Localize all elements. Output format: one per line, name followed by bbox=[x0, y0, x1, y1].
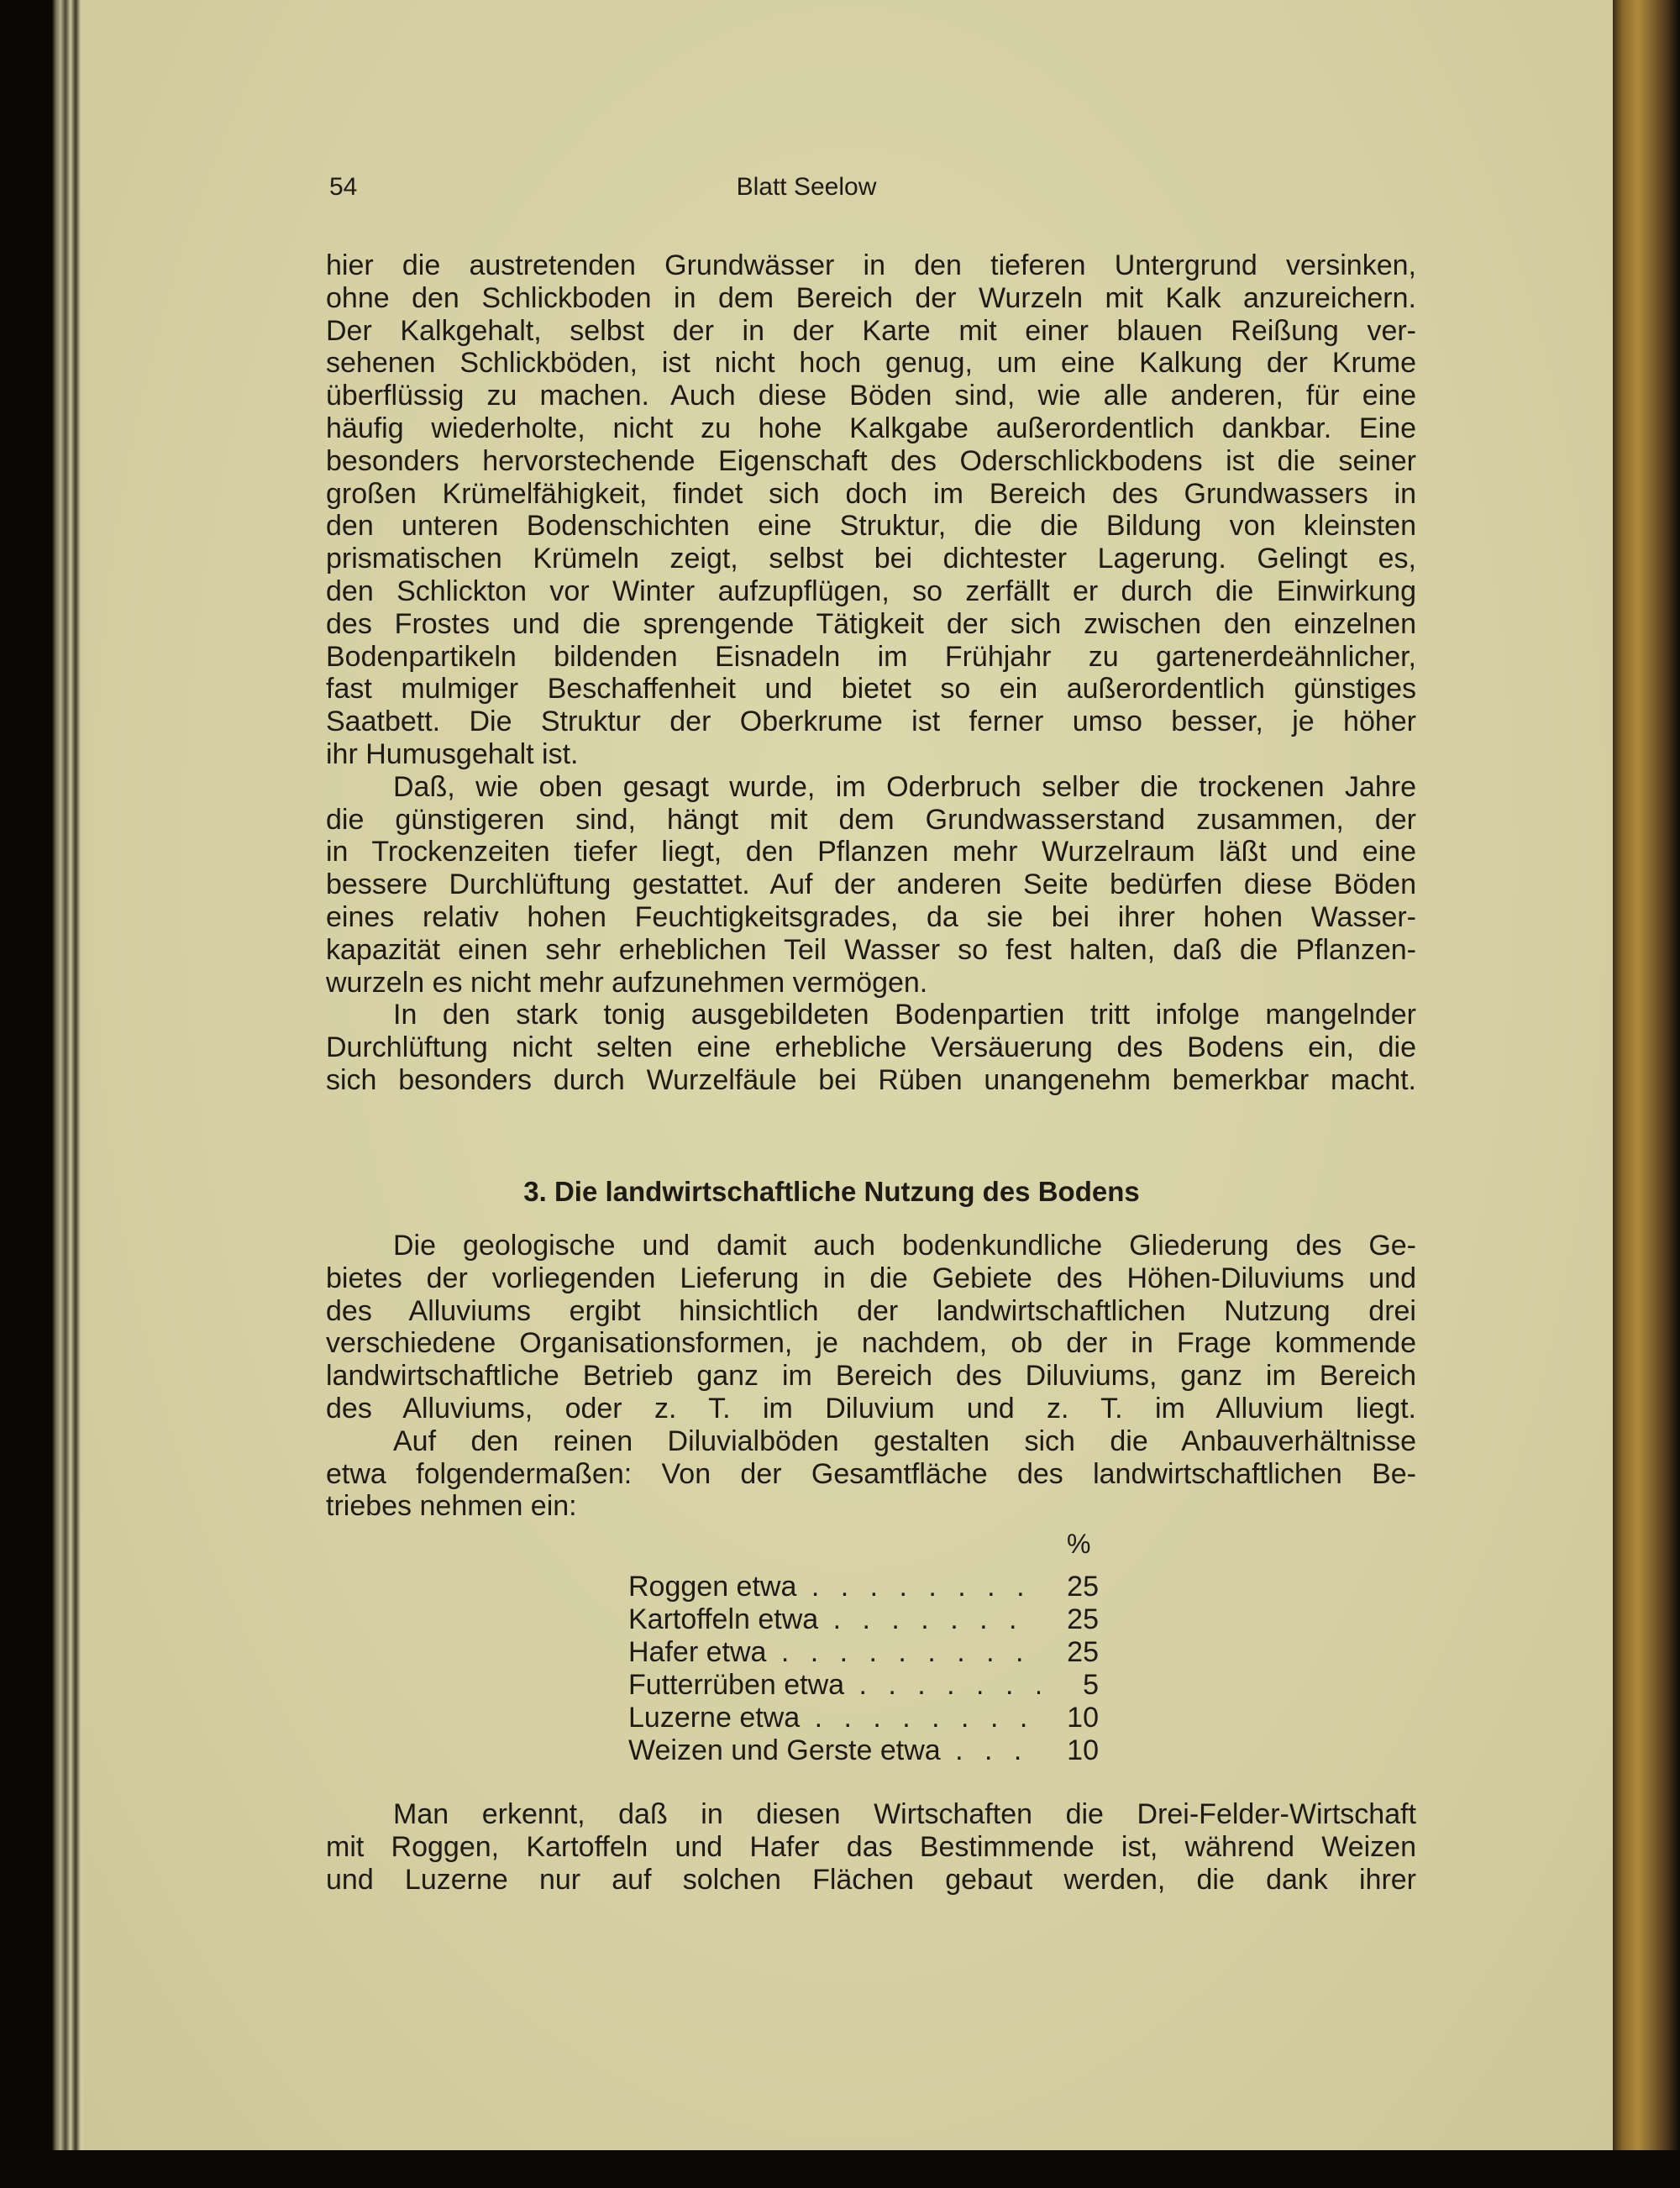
text-line: Der Kalkgehalt, selbst der in der Karte mit einer blauen Reißung ver- bbox=[326, 314, 1416, 347]
table-row bbox=[628, 1669, 1099, 1702]
crop-percent: 25 bbox=[1067, 1636, 1099, 1668]
text-line: Die geologische und damit auch bodenkundliche Gliederung des Ge- bbox=[393, 1230, 1416, 1262]
text-line: überflüssig zu machen. Auch diese Böden sind, wie alle anderen, für eine bbox=[326, 380, 1416, 412]
text-line: Man erkennt, daß in diesen Wirtschaften die Drei-Felder-Wirtschaft bbox=[393, 1798, 1416, 1830]
section-heading: 3. Die landwirtschaftliche Nutzung des Bodens bbox=[523, 1176, 1140, 1207]
crop-percent: 10 bbox=[1067, 1702, 1099, 1734]
text-line: ohne den Schlickboden in dem Bereich der Wurzeln mit Kalk anzureichern. bbox=[326, 281, 1416, 314]
text-line: wurzeln es nicht mehr aufzunehmen vermögen. bbox=[326, 966, 928, 999]
crop-percent: 25 bbox=[1067, 1603, 1099, 1635]
table-row bbox=[628, 1734, 1099, 1767]
table-row bbox=[628, 1636, 1099, 1669]
book-right-edge bbox=[1613, 0, 1680, 2188]
book-spine-edge bbox=[0, 0, 92, 2188]
crop-percent: 10 bbox=[1067, 1734, 1099, 1766]
text-line: Durchlüftung nicht selten eine erhebliche Versäuerung des Bodens ein, die bbox=[326, 1031, 1416, 1064]
text-line: die günstigeren sind, hängt mit dem Grundwasserstand zusammen, der bbox=[326, 803, 1416, 836]
text-line: in Trockenzeiten tiefer liegt, den Pflanzen mehr Wurzelraum läßt und eine bbox=[326, 836, 1416, 868]
text-line: des Frostes und die sprengende Tätigkeit der sich zwischen den einzelnen bbox=[326, 607, 1416, 640]
crop-label: Hafer etwa . . . bbox=[628, 1636, 1040, 1669]
text-line: prismatischen Krümeln zeigt, selbst bei dichtester Lagerung. Gelingt es, bbox=[326, 543, 1416, 575]
scan-bottom-edge bbox=[0, 2150, 1680, 2188]
text-line: In den stark tonig ausgebildeten Bodenpartien tritt infolge mangelnder bbox=[393, 999, 1416, 1031]
crop-percent: 5 bbox=[1083, 1669, 1099, 1701]
crop-label: Futterrüben etwa . . . bbox=[628, 1669, 1040, 1702]
text-line: großen Krümelfähigkeit, findet sich doch im Bereich des Grundwassers in bbox=[326, 477, 1416, 510]
text-line: hier die austretenden Grundwässer in den tieferen Untergrund versinken, bbox=[326, 249, 1416, 281]
table-row bbox=[628, 1571, 1099, 1603]
text-line: bessere Durchlüftung gestattet. Auf der anderen Seite bedürfen diese Böden bbox=[326, 868, 1416, 901]
crop-percent: 25 bbox=[1067, 1571, 1099, 1603]
text-line: des Alluviums, oder z. T. im Diluvium und z. T. im Alluvium liegt. bbox=[326, 1392, 1416, 1425]
percent-column-header: % bbox=[1067, 1529, 1091, 1559]
paragraph bbox=[326, 1798, 1416, 1896]
page-number: 54 bbox=[329, 173, 358, 201]
table-row bbox=[628, 1603, 1099, 1636]
text-line: sich besonders durch Wurzelfäule bei Rüben unangenehm bemerkbar macht. bbox=[326, 1063, 1416, 1096]
text-line: des Alluviums ergibt hinsichtlich der landwirtschaftlichen Nutzung drei bbox=[326, 1294, 1416, 1327]
text-line: eines relativ hohen Feuchtigkeitsgrades, da sie bei ihrer hohen Wasser- bbox=[326, 900, 1416, 933]
text-line: Bodenpartikeln bildenden Eisnadeln im Frühjahr zu gartenerdeähnlicher, bbox=[326, 640, 1416, 673]
text-line: sehenen Schlickböden, ist nicht hoch genug, um eine Kalkung der Krume bbox=[326, 347, 1416, 380]
paragraph bbox=[326, 771, 1416, 1000]
running-head: Blatt Seelow bbox=[736, 173, 877, 201]
text-block-mid bbox=[326, 1230, 1416, 1523]
text-block-top bbox=[326, 249, 1416, 1097]
text-line: den unteren Bodenschichten eine Struktur, die die Bildung von kleinsten bbox=[326, 510, 1416, 543]
text-line: Auf den reinen Diluvialböden gestalten sich die Anbauverhältnisse bbox=[393, 1425, 1416, 1457]
crop-share-table bbox=[628, 1571, 1099, 1767]
text-line: bietes der vorliegenden Lieferung in die Gebiete des Höhen-Diluviums und bbox=[326, 1262, 1416, 1294]
text-block-bottom bbox=[326, 1798, 1416, 1896]
text-line: fast mulmiger Beschaffenheit und bietet so ein außerordentlich günstiges bbox=[326, 673, 1416, 706]
crop-label: Luzerne etwa . . . bbox=[628, 1702, 1040, 1734]
text-line: Daß, wie oben gesagt wurde, im Oderbruch selber die trockenen Jahre bbox=[393, 770, 1416, 803]
text-line: mit Roggen, Kartoffeln und Hafer das Bestimmende ist, während Weizen bbox=[326, 1830, 1416, 1863]
text-line: etwa folgendermaßen: Von der Gesamtfläche des landwirtschaftlichen Be- bbox=[326, 1457, 1416, 1490]
crop-label: Weizen und Gerste etwa . . . bbox=[628, 1734, 1040, 1767]
text-line: ihr Humusgehalt ist. bbox=[326, 737, 579, 770]
text-line: den Schlickton vor Winter aufzupflügen, so zerfällt er durch die Einwirkung bbox=[326, 575, 1416, 607]
crop-label: Kartoffeln etwa . . . bbox=[628, 1603, 1040, 1636]
text-line: kapazität einen sehr erheblichen Teil Wasser so fest halten, daß die Pflanzen- bbox=[326, 933, 1416, 966]
table-row bbox=[628, 1702, 1099, 1734]
text-line: Saatbett. Die Struktur der Oberkrume ist ferner umso besser, je höher bbox=[326, 706, 1416, 738]
paragraph bbox=[326, 1230, 1416, 1425]
text-line: und Luzerne nur auf solchen Flächen gebaut werden, die dank ihrer bbox=[326, 1863, 1416, 1896]
text-line: landwirtschaftliche Betrieb ganz im Bereich des Diluviums, ganz im Bereich bbox=[326, 1360, 1416, 1393]
text-line: besonders hervorstechende Eigenschaft des Oderschlickbodens ist die seiner bbox=[326, 444, 1416, 477]
crop-label: Roggen etwa . . . bbox=[628, 1571, 1040, 1603]
text-line: verschiedene Organisationsformen, je nachdem, ob der in Frage kommende bbox=[326, 1327, 1416, 1360]
paragraph bbox=[326, 249, 1416, 771]
text-line: triebes nehmen ein: bbox=[326, 1490, 577, 1523]
paragraph bbox=[326, 1425, 1416, 1523]
paragraph bbox=[326, 999, 1416, 1096]
text-line: häufig wiederholte, nicht zu hohe Kalkgabe außerordentlich dankbar. Eine bbox=[326, 412, 1416, 444]
